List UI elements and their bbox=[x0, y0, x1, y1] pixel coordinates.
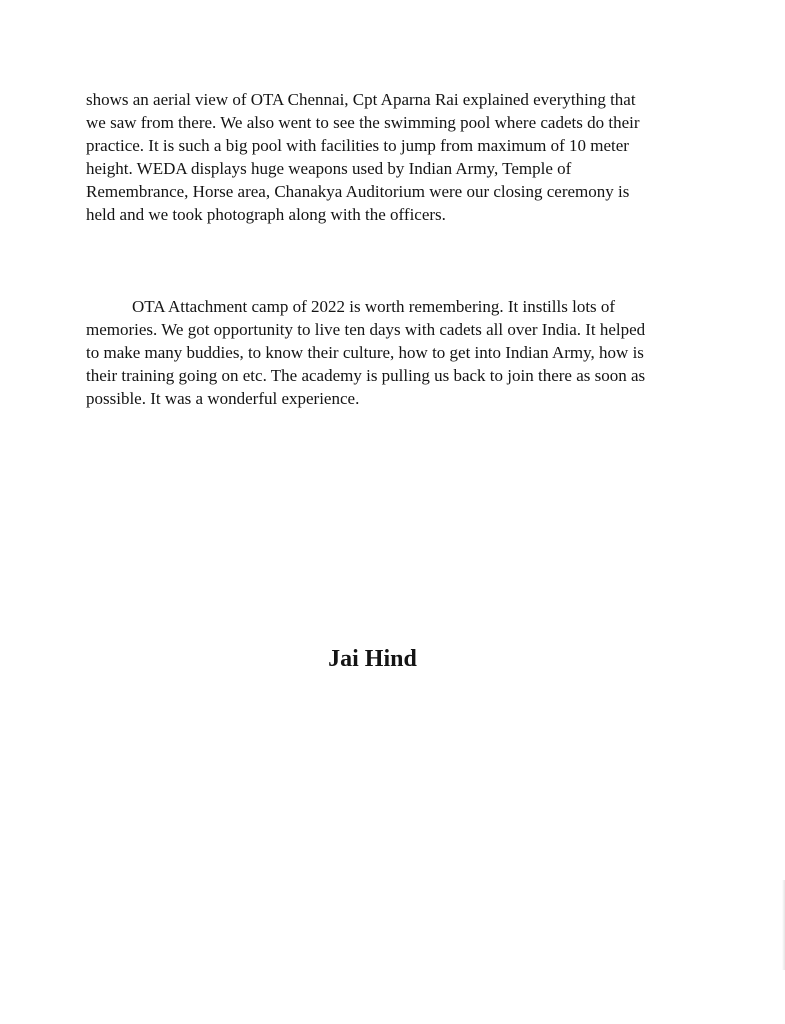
text-line: we saw from there. We also went to see the swimming pool where cadets do their bbox=[86, 113, 640, 132]
text-line: to make many buddies, to know their culture, how to get into Indian Army, how is bbox=[86, 343, 644, 362]
text-line: held and we took photograph along with the officers. bbox=[86, 205, 446, 224]
text-line: memories. We got opportunity to live ten days with cadets all over India. It helped bbox=[86, 320, 646, 339]
text-line: their training going on etc. The academy is pulling us back to join there as soon as bbox=[86, 366, 646, 385]
text-line: Remembrance, Horse area, Chanakya Auditorium were our closing ceremony is bbox=[86, 182, 630, 201]
text-line: OTA Attachment camp of 2022 is worth remembering. It instills lots of bbox=[132, 297, 616, 316]
text-line: practice. It is such a big pool with facilities to jump from maximum of 10 meter bbox=[86, 136, 629, 155]
paragraph-ota-tour bbox=[86, 88, 706, 226]
paragraph-conclusion bbox=[86, 295, 706, 410]
text-line: height. WEDA displays huge weapons used by Indian Army, Temple of bbox=[86, 159, 572, 178]
closing-salutation: Jai Hind bbox=[328, 646, 417, 672]
text-line: possible. It was a wonderful experience. bbox=[86, 389, 360, 408]
text-line: shows an aerial view of OTA Chennai, Cpt Aparna Rai explained everything that bbox=[86, 90, 636, 109]
